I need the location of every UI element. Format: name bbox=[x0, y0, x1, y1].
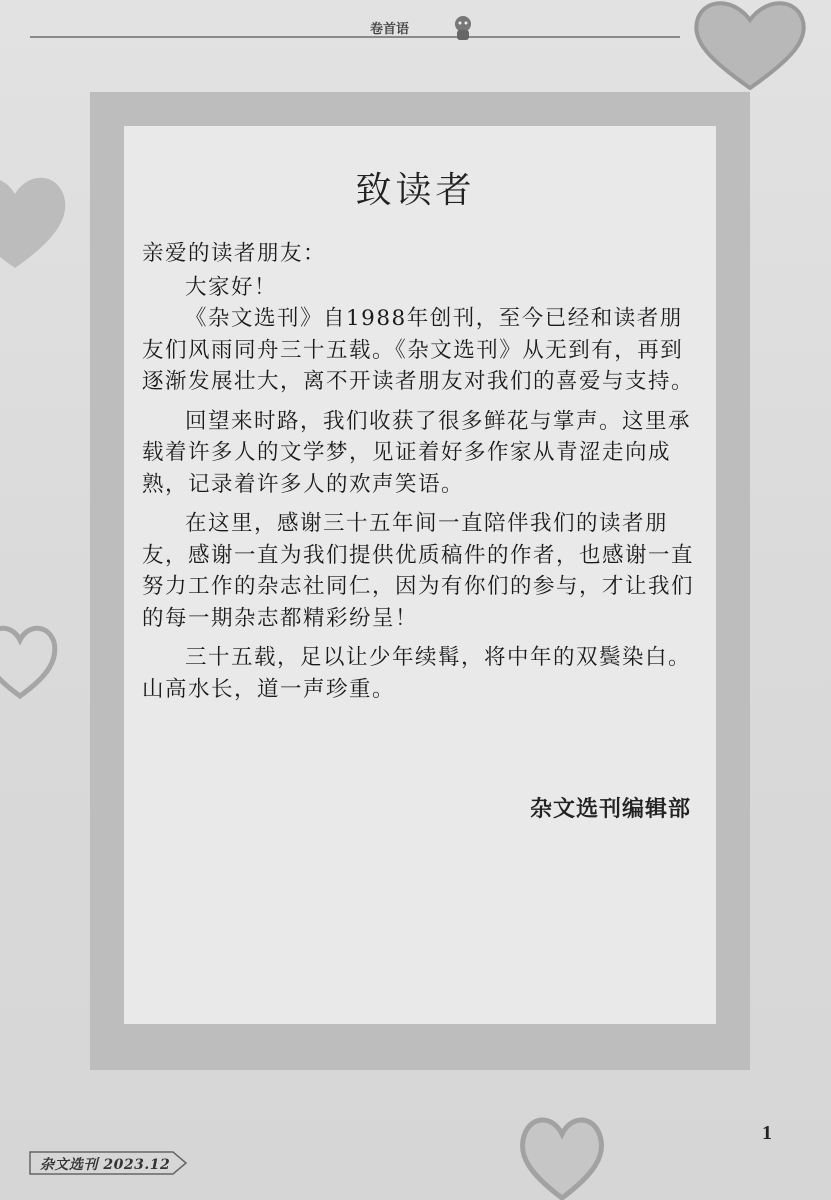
paragraph-2: 回望来时路，我们收获了很多鲜花与掌声。这里承载着许多人的文学梦，见证着好多作家从青涩走向成熟，记录着许多人的欢声笑语。 bbox=[142, 408, 692, 497]
page-number: 1 bbox=[762, 1122, 772, 1144]
greeting: 大家好！ bbox=[185, 274, 278, 300]
heart-decoration-top-right-icon bbox=[690, 0, 810, 90]
heart-decoration-left-outline-icon bbox=[0, 620, 60, 700]
issue-label: 杂文选刊 2023.12 bbox=[40, 1157, 171, 1173]
header-rule bbox=[30, 36, 680, 38]
page-header bbox=[30, 18, 680, 38]
section-label: 卷首语 bbox=[370, 22, 410, 37]
letter-title: 致读者 bbox=[355, 170, 476, 211]
signature: 杂文选刊编辑部 bbox=[529, 797, 691, 822]
paragraph-4: 三十五载，足以让少年续髯，将中年的双鬓染白。山高水长，道一声珍重。 bbox=[142, 645, 692, 702]
salutation: 亲爱的读者朋友： bbox=[142, 241, 327, 266]
letter-body bbox=[142, 238, 697, 705]
paragraph-3: 在这里，感谢三十五年间一直陪伴我们的读者朋友，感谢一直为我们提供优质稿件的作者，也感谢一直努力工作的杂志社同仁，因为有你们的参与，才让我们的每一期杂志都精彩纷呈！ bbox=[142, 511, 695, 631]
heart-decoration-bottom-icon bbox=[516, 1110, 608, 1200]
paragraph-1: 《杂文选刊》自1988年创刊，至今已经和读者朋友们风雨同舟三十五载。《杂文选刊》从无到有，再到逐渐发展壮大，离不开读者朋友对我们的喜爱与支持。 bbox=[142, 306, 695, 394]
cartoon-mascot-icon bbox=[448, 14, 478, 42]
